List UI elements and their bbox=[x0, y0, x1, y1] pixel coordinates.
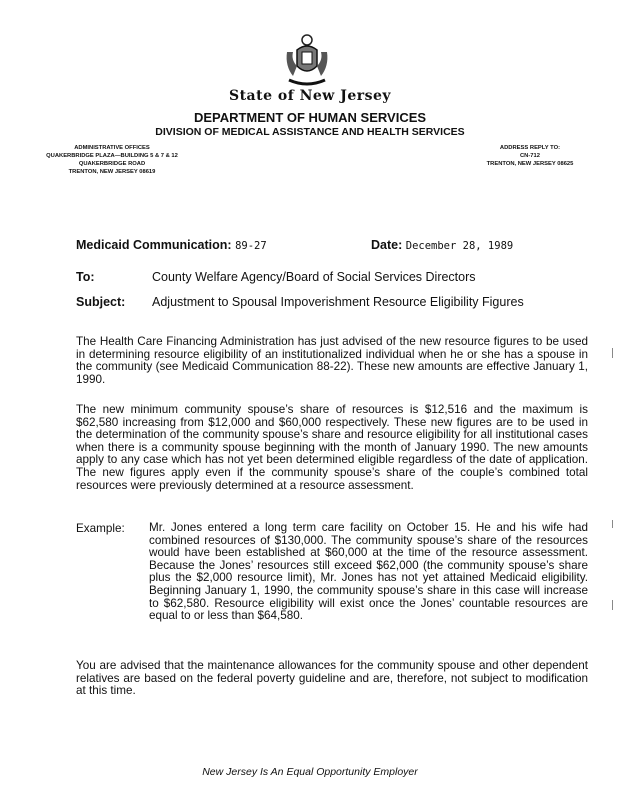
body-paragraph-4: You are advised that the maintenance allowances for the community spouse and other dependent relatives are based on the federal poverty guideline and are, therefore, not subject to modification at this time. bbox=[76, 659, 588, 698]
administrative-address bbox=[32, 144, 192, 176]
example-text: Mr. Jones entered a long term care facility on October 15. He and his wife had combined resources of $130,000. The community spouse’s share of the resources would have been established at $60,000 at the time of the resource assessment. Because the Jones’ resources still exceed $62,000 (the community spouse’s share plus the $2,000 resource limit), Mr. Jones has not yet attained Medicaid eligibility. Beginning January 1, 1990, the community spouse’s share in this case will increase to $62,580. Resource eligibility will exist once the Jones’ countable resources are equal to or less than $64,580. bbox=[149, 521, 588, 623]
example-label: Example: bbox=[76, 522, 125, 535]
body-paragraph-2: The new minimum community spouse’s share of resources is $12,516 and the maximum is $62,580 increasing from $12,000 and $60,000 respectively. These new figures are to be used in the determination of the community spouse’s share and resource eligibility for all institutional cases when there is a community spouse beginning with the month of January 1990. The new amounts apply to any case which has not yet been determined eligible regardless of the date of application. The new figures apply even if the community spouse’s share of the couple’s combined total resources were previously determined at a resource assessment. bbox=[76, 403, 588, 492]
state-name: State of New Jersey bbox=[228, 88, 392, 104]
admin-address-line: QUAKERBRIDGE ROAD bbox=[78, 161, 146, 167]
communication-line bbox=[76, 238, 267, 252]
reply-address bbox=[470, 144, 590, 168]
admin-address-line: ADMINISTRATIVE OFFICES bbox=[74, 145, 150, 151]
subject-value: Adjustment to Spousal Impoverishment Resource Eligibility Figures bbox=[152, 295, 524, 309]
footer-eoe: New Jersey Is An Equal Opportunity Employer bbox=[202, 766, 418, 778]
division-name: DIVISION OF MEDICAL ASSISTANCE AND HEALTH SERVICES bbox=[155, 126, 465, 138]
reply-address-line: CN-712 bbox=[520, 153, 540, 159]
to-value: County Welfare Agency/Board of Social Services Directors bbox=[152, 270, 476, 284]
reply-address-line: TRENTON, NEW JERSEY 08625 bbox=[486, 161, 574, 167]
department-name: DEPARTMENT OF HUMAN SERVICES bbox=[193, 110, 427, 125]
date-label: Date: bbox=[371, 238, 403, 252]
state-seal-icon bbox=[283, 32, 331, 88]
date-value: December 28, 1989 bbox=[405, 240, 514, 252]
body-paragraph-1: The Health Care Financing Administration has just advised of the new resource figures to be used in determining resource eligibility of an institutionalized individual when he or she has a spouse in the community (see Medicaid Communication 88-22). These new amounts are effective January 1, 1990. bbox=[76, 335, 588, 386]
scan-mark bbox=[612, 600, 613, 610]
scan-mark bbox=[612, 520, 613, 528]
subject-label: Subject: bbox=[76, 295, 126, 309]
communication-label: Medicaid Communication: bbox=[76, 238, 232, 252]
to-label: To: bbox=[76, 270, 95, 284]
communication-number: 89-27 bbox=[235, 240, 267, 252]
scan-mark bbox=[612, 348, 613, 358]
admin-address-line: TRENTON, NEW JERSEY 08619 bbox=[68, 169, 156, 175]
reply-address-line: ADDRESS REPLY TO: bbox=[499, 145, 561, 151]
date-line bbox=[371, 238, 513, 252]
admin-address-line: QUAKERBRIDGE PLAZA—BUILDING 5 & 7 & 12 bbox=[46, 153, 178, 159]
